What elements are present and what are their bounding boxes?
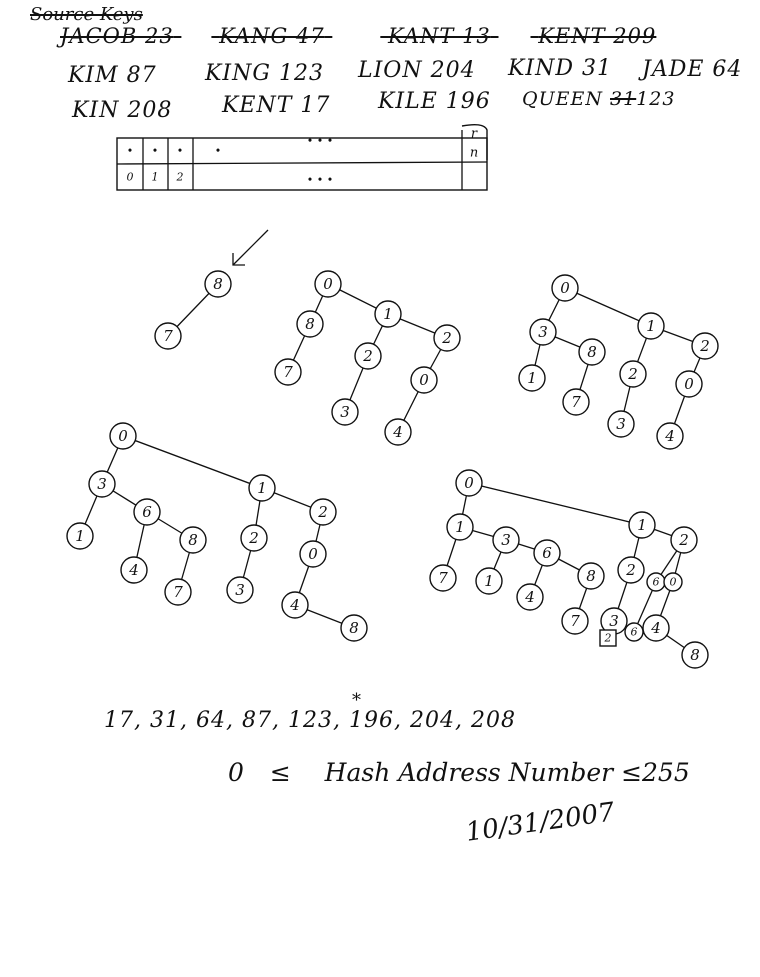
tree-node xyxy=(456,470,482,496)
tree-node xyxy=(534,540,560,566)
struck-key-kent: KENT 209 xyxy=(538,24,657,48)
tree-node xyxy=(315,271,341,297)
tree-node xyxy=(332,399,358,425)
tree-node-label: 8 xyxy=(349,619,359,637)
tree-node xyxy=(205,271,231,297)
tree-node-label: 4 xyxy=(393,423,403,441)
seq-item: 196, xyxy=(348,708,402,733)
date: 10/31/2007 xyxy=(463,797,617,848)
tree-node xyxy=(89,471,115,497)
tree-node xyxy=(638,313,664,339)
tree-node xyxy=(385,419,411,445)
tree-node-label: 0 xyxy=(323,275,333,293)
tree-node-label: 7 xyxy=(173,583,183,601)
key-kind: KIND 31 xyxy=(508,56,613,81)
tree-node-label: 0 xyxy=(118,427,128,445)
tree-node xyxy=(249,475,275,501)
tree-1 xyxy=(155,271,231,349)
key-kin: KIN 208 xyxy=(72,98,173,123)
tree-node-label: 2 xyxy=(628,365,638,383)
tree-node-label: 3 xyxy=(501,531,511,549)
tree-node-label: 3 xyxy=(97,475,107,493)
table-row-divider xyxy=(117,162,487,164)
tree-node-label: 4 xyxy=(651,619,661,637)
tree-node xyxy=(563,389,589,415)
tree-node xyxy=(275,359,301,385)
tree-node xyxy=(530,319,556,345)
tree-node xyxy=(297,311,323,337)
tree-node xyxy=(434,325,460,351)
range-op-le-2: ≤ xyxy=(621,758,643,787)
tree-node-label: 1 xyxy=(484,572,494,590)
tree-node xyxy=(67,523,93,549)
tree-node-label: 3 xyxy=(340,403,350,421)
key-kim: KIM 87 xyxy=(68,63,157,88)
arrow xyxy=(233,230,268,265)
tree-node xyxy=(671,527,697,553)
seq-item: 208 xyxy=(470,708,516,733)
tree-node-label: 8 xyxy=(586,567,596,585)
tree-node-label: 0 xyxy=(308,545,318,563)
tree-node-label: 4 xyxy=(129,561,139,579)
seq-item: 123, xyxy=(288,708,341,733)
tree-node-label: 6 xyxy=(542,544,552,562)
tree-node-label: 2 xyxy=(700,337,710,355)
seq-item: 64, xyxy=(196,708,234,733)
tree-node xyxy=(355,343,381,369)
sorted-sequence xyxy=(104,708,516,733)
tree-node xyxy=(375,301,401,327)
tree-node xyxy=(517,584,543,610)
tree-node-label: 8 xyxy=(305,315,315,333)
table-label-r: r xyxy=(470,126,478,142)
seq-item: 204, xyxy=(409,708,463,733)
tree-node-label: 2 xyxy=(249,529,259,547)
tree-node xyxy=(647,573,665,591)
tree-3 xyxy=(519,275,718,449)
tree-node-label: 7 xyxy=(571,393,581,411)
tree-node-label: 4 xyxy=(525,588,535,606)
range-high: 255 xyxy=(642,758,690,787)
queen-label: QUEEN xyxy=(522,88,603,110)
tree-node xyxy=(562,608,588,634)
key-lion: LION 204 xyxy=(358,58,476,83)
tree-node xyxy=(447,514,473,540)
tree-forest xyxy=(67,271,718,668)
tree-node-label: 4 xyxy=(290,596,300,614)
table-cell-r2c3: 2 xyxy=(176,170,184,184)
tree-node-label: 3 xyxy=(616,415,626,433)
struck-key-jacob: JACOB 23 xyxy=(60,24,174,48)
tree-node-label: 1 xyxy=(257,479,267,497)
tree-node-label: 3 xyxy=(538,323,548,341)
key-king: KING 123 xyxy=(205,61,324,86)
tree-5 xyxy=(430,470,708,668)
tree-node-label: 1 xyxy=(527,369,537,387)
tree-node xyxy=(227,577,253,603)
tree-node xyxy=(625,623,643,641)
tree-node-label: 3 xyxy=(235,581,245,599)
tree-node-label: 1 xyxy=(75,527,85,545)
table-cell-r2-ellipsis: • • • xyxy=(306,173,334,187)
range-op-le: ≤ xyxy=(269,758,291,787)
tree-node xyxy=(657,423,683,449)
tree-node-label: 3 xyxy=(609,612,619,630)
tree-node-label: 8 xyxy=(690,646,700,664)
seq-item: 31, xyxy=(150,708,188,733)
tree-4 xyxy=(67,423,367,641)
tree-edge xyxy=(469,483,642,525)
tree-node-label: 0 xyxy=(669,575,677,589)
seq-item: 17, xyxy=(104,708,142,733)
table-cell-r2c1: 0 xyxy=(126,170,134,184)
hash-range xyxy=(228,758,690,787)
table-label-n: n xyxy=(469,145,479,161)
tree-node xyxy=(110,423,136,449)
range-low: 0 xyxy=(228,758,244,787)
tree-node-label: 2 xyxy=(442,329,452,347)
seq-item: 87, xyxy=(242,708,280,733)
tree-node xyxy=(629,512,655,538)
tree-node xyxy=(180,527,206,553)
tree-node-label: 4 xyxy=(665,427,675,445)
tree-node xyxy=(676,371,702,397)
tree-node xyxy=(519,365,545,391)
struck-key-kang: KANG 47 xyxy=(219,24,325,48)
tree-node-label: 1 xyxy=(637,516,647,534)
queen-struck-value: 31 xyxy=(610,88,637,110)
tree-node-label: 1 xyxy=(383,305,393,323)
tree-node-label: 2 xyxy=(679,531,689,549)
tree-node xyxy=(552,275,578,301)
tree-node xyxy=(608,411,634,437)
tree-node-label: 0 xyxy=(684,375,694,393)
tree-edge xyxy=(565,288,651,326)
tree-node xyxy=(493,527,519,553)
table-cell-r1c1: • xyxy=(126,144,134,158)
table-cell-r2c2: 1 xyxy=(151,170,159,184)
source-keys-title: Source Keys xyxy=(30,4,143,25)
tree-node-label: 7 xyxy=(438,569,448,587)
tree-node xyxy=(411,367,437,393)
tree-node-label: 7 xyxy=(570,612,580,630)
tree-node xyxy=(476,568,502,594)
tree-node-label: 6 xyxy=(652,575,660,589)
tree-node xyxy=(682,642,708,668)
tree-node-label: 2 xyxy=(363,347,373,365)
tree-node xyxy=(341,615,367,641)
tree-node xyxy=(618,557,644,583)
tree-node-label: 2 xyxy=(604,631,612,645)
key-kile: KILE 196 xyxy=(378,89,491,114)
tree-node-label: 2 xyxy=(626,561,636,579)
tree-node xyxy=(430,565,456,591)
tree-node-label: 7 xyxy=(283,363,293,381)
tree-node xyxy=(600,630,616,646)
tree-node-label: 6 xyxy=(142,503,152,521)
tree-node xyxy=(578,563,604,589)
table-cell-r1c2: • xyxy=(151,144,159,158)
tree-node-label: 8 xyxy=(587,343,597,361)
tree-node xyxy=(620,361,646,387)
tree-node xyxy=(643,615,669,641)
tree-node-label: 1 xyxy=(455,518,465,536)
tree-node-label: 0 xyxy=(419,371,429,389)
tree-node xyxy=(282,592,308,618)
hash-table xyxy=(117,125,487,190)
range-label: Hash Address Number xyxy=(324,758,614,787)
tree-node-label: 1 xyxy=(646,317,656,335)
tree-node xyxy=(241,525,267,551)
sequence-asterisk: * xyxy=(352,690,361,711)
table-cell-r1-ellipsis: • • • xyxy=(306,134,334,148)
tree-node xyxy=(579,339,605,365)
table-cell-r1c3: • xyxy=(176,144,184,158)
tree-node xyxy=(664,573,682,591)
tree-node-label: 2 xyxy=(318,503,328,521)
tree-node xyxy=(165,579,191,605)
tree-node-label: 8 xyxy=(188,531,198,549)
struck-key-kant: KANT 13 xyxy=(388,24,491,48)
tree-node-label: 7 xyxy=(163,327,173,345)
tree-node-label: 6 xyxy=(630,625,638,639)
tree-node xyxy=(300,541,326,567)
tree-2 xyxy=(275,271,460,445)
tree-edge xyxy=(123,436,262,488)
key-jade: JADE 64 xyxy=(642,57,743,82)
tree-node xyxy=(134,499,160,525)
tree-node xyxy=(155,323,181,349)
tree-node-label: 0 xyxy=(560,279,570,297)
key-kent: KENT 17 xyxy=(222,93,331,118)
queen-value: 123 xyxy=(636,88,676,110)
tree-node-label: 0 xyxy=(464,474,474,492)
tree-node xyxy=(121,557,147,583)
tree-node-label: 8 xyxy=(213,275,223,293)
tree-node xyxy=(692,333,718,359)
table-cell-r1c4: • xyxy=(214,144,222,158)
tree-node xyxy=(310,499,336,525)
